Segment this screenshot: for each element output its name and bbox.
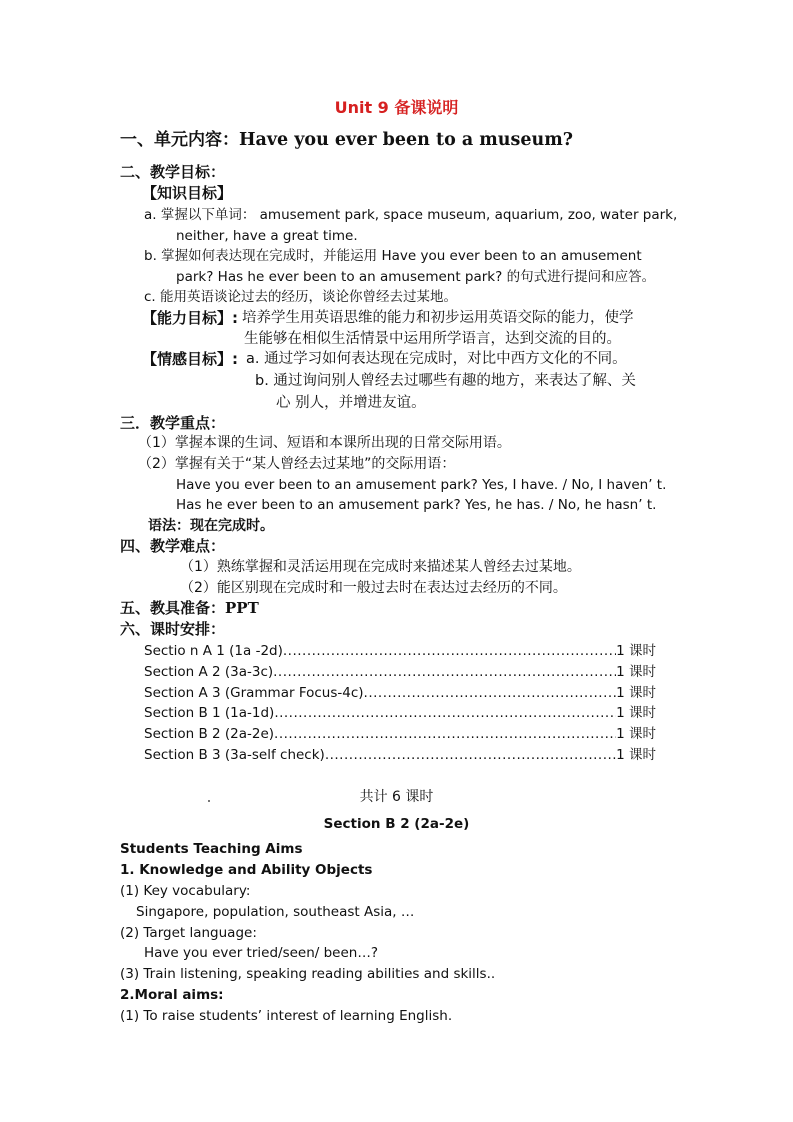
section-5-teaching-tools: [120, 599, 259, 617]
key-point-2: （2）掌握有关于“某人曾经去过某地”的交际用语：: [138, 456, 456, 472]
ability-goal-label: 【能力目标】:: [142, 309, 238, 327]
schedule-section: Section A 2 (3a-3c): [144, 664, 274, 680]
schedule-total: 共计 6 课时: [359, 789, 434, 805]
schedule-hours: 1 课时: [616, 747, 656, 763]
train-skills: (3) Train listening, speaking reading abilities and skills..: [120, 966, 496, 982]
unit-topic: Have you ever been to a museum?: [239, 130, 573, 150]
grammar-note: 语法：现在完成时。: [148, 518, 274, 534]
section-heading: Section B 2 (2a-2e): [323, 816, 470, 832]
ability-goal-line1: 培养学生用英语思维的能力和初步运用英语交际的能力，使学: [242, 310, 634, 326]
dot-leader: [364, 684, 617, 702]
schedule-section: Section B 1 (1a-1d): [144, 705, 275, 721]
teaching-tool-value: PPT: [225, 599, 259, 617]
schedule-section: Section B 3 (3a-self check): [144, 747, 325, 763]
dot-leader: [274, 704, 616, 722]
target-language: Have you ever tried/seen/ been…?: [144, 945, 379, 961]
knowledge-objects-heading: 1. Knowledge and Ability Objects: [120, 862, 373, 878]
emotion-goal-b-line1: b. 通过询问别人曾经去过哪些有趣的地方，来表达了解、关: [255, 373, 636, 389]
schedule-row: [144, 663, 656, 681]
stray-dot: [208, 800, 210, 802]
section-1-unit-content: [120, 131, 573, 149]
schedule-hours: 1 课时: [616, 726, 656, 742]
example-sentence-2: Has he ever been to an amusement park? Yes, he has. / No, he hasn’ t.: [176, 497, 657, 513]
section-2-label: 二、教学目标：: [120, 163, 226, 181]
knowledge-goal-b-line2: park? Has he ever been to an amusement park? 的句式进行提问和应答。: [176, 269, 656, 285]
emotion-goal-b-line2: 心 别人，并增进友谊。: [276, 395, 426, 411]
section-5-label: 五、教具准备：: [120, 599, 226, 617]
teaching-aims-heading: Students Teaching Aims: [120, 841, 303, 857]
dot-leader: [283, 642, 616, 660]
difficulty-2: （2）能区别现在完成时和一般过去时在表达过去经历的不同。: [180, 580, 567, 596]
schedule-row: [144, 746, 656, 764]
emotion-goal-a: a. 通过学习如何表达现在完成时，对比中西方文化的不同。: [246, 351, 627, 367]
schedule-section: Sectio n A 1 (1a -2d): [144, 643, 283, 659]
knowledge-goal-a-line1: a. 掌握以下单词： amusement park, space museum, aquarium, zoo, water park,: [144, 207, 678, 223]
section-1-label: 一、单元内容：: [120, 130, 239, 150]
schedule-hours: 1 课时: [616, 664, 656, 680]
dot-leader: [325, 746, 616, 764]
schedule-hours: 1 课时: [616, 685, 656, 701]
target-language-label: (2) Target language:: [120, 925, 257, 941]
dot-leader: [274, 725, 616, 743]
dot-leader: [273, 663, 616, 681]
key-point-1: （1）掌握本课的生词、短语和本课所出现的日常交际用语。: [138, 435, 511, 451]
knowledge-goal-label: 【知识目标】: [142, 184, 233, 202]
emotion-goal-label: 【情感目标】:: [142, 350, 238, 368]
schedule-section: Section A 3 (Grammar Focus-4c): [144, 685, 364, 701]
section-6-label: 六、课时安排：: [120, 620, 226, 638]
section-4-label: 四、教学难点：: [120, 537, 226, 555]
schedule-section: Section B 2 (2a-2e): [144, 726, 275, 742]
schedule-hours: 1 课时: [616, 643, 656, 659]
key-vocabulary-label: (1) Key vocabulary:: [120, 883, 251, 899]
document-title: Unit 9 备课说明: [334, 98, 459, 117]
schedule-row: [144, 725, 656, 743]
moral-aims-heading: 2.Moral aims:: [120, 987, 224, 1003]
schedule-row: [144, 704, 656, 722]
ability-goal-line2: 生能够在相似生活情景中运用所学语言，达到交流的目的。: [244, 331, 621, 347]
example-sentence-1: Have you ever been to an amusement park? Yes, I have. / No, I haven’ t.: [176, 477, 667, 493]
knowledge-goal-b-line1: b. 掌握如何表达现在完成时，并能运用 Have you ever been to an amusement: [144, 248, 642, 264]
key-vocabulary: Singapore, population, southeast Asia, …: [136, 904, 415, 920]
moral-aim-1: (1) To raise students’ interest of learning English.: [120, 1008, 453, 1024]
schedule-row: [144, 684, 656, 702]
schedule-hours: 1 课时: [616, 705, 656, 721]
section-3-label: 三．教学重点：: [120, 414, 226, 432]
schedule-row: [144, 642, 656, 660]
knowledge-goal-a-line2: neither, have a great time.: [176, 228, 358, 244]
difficulty-1: （1）熟练掌握和灵活运用现在完成时来描述某人曾经去过某地。: [180, 559, 581, 575]
knowledge-goal-c: c. 能用英语谈论过去的经历，谈论你曾经去过某地。: [144, 289, 458, 305]
